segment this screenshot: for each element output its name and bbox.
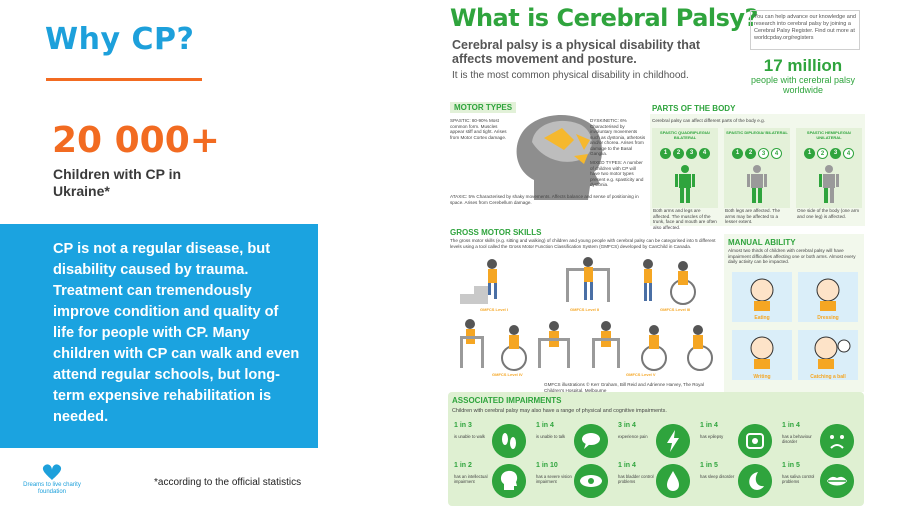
impairment-saliva — [780, 462, 860, 500]
body-figure-hemiplegia — [818, 164, 840, 204]
card-title-hemiplegia: SPASTIC HEMIPLEGIA/ UNILATERAL — [806, 130, 852, 140]
drop-icon — [656, 464, 690, 498]
parts-of-body-heading: PARTS OF THE BODY — [652, 104, 736, 113]
gmfcs-level-4-illustration — [456, 316, 576, 372]
impairment-vision — [534, 462, 614, 500]
impairment-behaviour — [780, 422, 860, 460]
impairment-ratio: 1 in 2 — [454, 462, 472, 469]
limb-dot: 1 — [660, 148, 671, 159]
limb-dots-quadriplegia — [660, 148, 710, 160]
footnote: *according to the official statistics — [154, 477, 302, 488]
card-desc-diplegia: Both legs are affected. The arms may be affected to a lesser extent. — [725, 208, 780, 224]
impairment-ratio: 1 in 5 — [782, 462, 800, 469]
impairment-sleep — [698, 462, 778, 500]
slide-title: Why CP? — [45, 22, 195, 57]
impairment-desc: has a behaviour disorder — [782, 434, 812, 444]
gmfcs-label-4: GMFCS Level IV — [492, 372, 523, 377]
limb-dot: 3 — [758, 148, 769, 159]
activity-label-dressing: Dressing — [817, 315, 839, 321]
footprints-icon — [492, 424, 526, 458]
impairment-ratio: 1 in 5 — [700, 462, 718, 469]
million-caption: people with cerebral palsy worldwide — [750, 75, 856, 95]
infographic-title: What is Cerebral Palsy? — [450, 4, 758, 32]
impairments-heading: ASSOCIATED IMPAIRMENTS — [452, 396, 562, 405]
limb-dot: 2 — [817, 148, 828, 159]
child-face-dressing — [812, 276, 844, 312]
gross-motor-heading: GROSS MOTOR SKILLS — [450, 228, 542, 237]
impairment-desc: has an intellectual impairment — [454, 474, 488, 484]
limb-dot: 2 — [745, 148, 756, 159]
impairment-desc: has saliva control problems — [782, 474, 815, 484]
spastic-text: SPASTIC: 80-90% Most common form. Muscles appear stiff and tight. Arises from Motor Cortex damage. — [450, 118, 507, 140]
impairment-ratio: 1 in 4 — [782, 422, 800, 429]
sad-face-icon — [820, 424, 854, 458]
gmfcs-label-3: GMFCS Level III — [660, 307, 691, 312]
limb-dot: 4 — [699, 148, 710, 159]
impairment-desc: has bladder control problems — [618, 474, 654, 484]
activity-label-writing: Writing — [753, 374, 771, 380]
body-figure-diplegia — [746, 164, 768, 204]
card-desc-hemiplegia: One side of the body (one arm and one leg) is affected. — [797, 208, 860, 219]
impairment-ratio: 1 in 3 — [454, 422, 472, 429]
title-underline — [46, 78, 202, 81]
mixed-types-text: MIXED TYPES: A number of children with CP will have two motor types present e.g. spasticity and dystonia. — [590, 160, 644, 187]
head-icon — [492, 464, 526, 498]
impairment-desc: experience pain — [618, 434, 648, 439]
limb-dot: 2 — [673, 148, 684, 159]
activity-label-catching: Catching a ball — [810, 374, 846, 380]
limb-dot: 3 — [686, 148, 697, 159]
infographic-subtitle-2: It is the most common physical disability in childhood. — [452, 70, 689, 81]
ataxic-text: ATAXIC: 5% Characterised by shaky movements. Affects balance and sense of positioning in space. Arises from Cerebellum damage. — [450, 194, 639, 205]
cp-infographic — [440, 0, 870, 511]
limb-dot: 4 — [843, 148, 854, 159]
moon-icon — [738, 464, 772, 498]
card-title-quadriplegia: SPASTIC QUADRIPLEGIA/ BILATERAL — [660, 130, 710, 140]
impairment-desc: is unable to talk — [536, 434, 566, 439]
stat-caption: Children with CP in Ukraine* — [53, 166, 182, 199]
gmfcs-label-2: GMFCS Level II — [570, 307, 600, 312]
gmfcs-level-3-illustration — [638, 256, 704, 306]
impairment-epilepsy — [698, 422, 778, 460]
big-stat-value: 20 000+ — [52, 120, 220, 161]
activity-label-eating: Eating — [754, 315, 770, 321]
child-face-eating — [746, 276, 778, 312]
impairment-ratio: 1 in 4 — [700, 422, 718, 429]
dyskinetic-text: DYSKINETIC: 6% Characterised by involuntary movements such as dystonia, athetosis and/or chorea. Arises from damage to the Basal Ganglia. — [590, 118, 646, 156]
brain-icon — [738, 424, 772, 458]
speech-bubble-icon — [574, 424, 608, 458]
infographic-subtitle: Cerebral palsy is a physical disability that affects movement and posture. — [452, 38, 701, 66]
limb-dots-diplegia — [732, 148, 782, 160]
eye-icon — [574, 464, 608, 498]
impairment-pain — [616, 422, 696, 460]
impairment-intellectual — [452, 462, 532, 500]
impairment-desc: is unable to walk — [454, 434, 485, 439]
gmfcs-credit: GMFCS illustrations © Kerr Graham, Bill Reid and Adrienne Harvey, The Royal Children's Hospital, Melbourne — [544, 382, 704, 393]
lightning-icon — [656, 424, 690, 458]
impairment-walk — [452, 422, 532, 460]
child-face-catching — [812, 334, 852, 370]
limb-dot: 1 — [804, 148, 815, 159]
gmfcs-level-2-illustration — [558, 254, 618, 304]
limb-dot: 3 — [830, 148, 841, 159]
body-figure-quadriplegia — [674, 164, 696, 204]
limb-dot: 1 — [732, 148, 743, 159]
limb-dots-hemiplegia — [804, 148, 854, 160]
gmfcs-level-1-illustration — [458, 256, 518, 306]
impairment-talk — [534, 422, 614, 460]
child-face-writing — [746, 334, 778, 370]
logo-text: Dreams to live charity foundation — [23, 482, 81, 495]
impairment-desc: has epilepsy — [700, 434, 724, 439]
gmfcs-label-1: GMFCS Level I — [480, 307, 509, 312]
impairment-desc: has sleep disorder — [700, 474, 735, 479]
gmfcs-label-5: GMFCS Level V — [626, 372, 656, 377]
impairment-desc: has a severe vision impairment — [536, 474, 572, 484]
card-title-diplegia: SPASTIC DIPLEGIA/ BILATERAL — [726, 130, 788, 135]
parts-of-body-intro: Cerebral palsy can affect different parts of the body e.g. — [652, 118, 765, 123]
manual-ability-intro: Almost two thirds of children with cerebral palsy will have impairment difficulties affecting one or both arms. Almost every daily activity can be impacted. — [728, 248, 856, 264]
impairment-bladder — [616, 462, 696, 500]
manual-ability-heading: MANUAL ABILITY — [728, 238, 796, 247]
impairments-intro: Children with cerebral palsy may also have a range of physical and cognitive impairments. — [452, 408, 667, 414]
gmfcs-level-5-illustration — [590, 316, 720, 372]
impairment-ratio: 1 in 10 — [536, 462, 558, 469]
impairment-ratio: 3 in 4 — [618, 422, 636, 429]
million-stat: 17 million — [763, 56, 843, 75]
motor-types-heading: MOTOR TYPES — [450, 102, 516, 113]
lips-icon — [820, 464, 854, 498]
limb-dot: 4 — [771, 148, 782, 159]
register-note: You can help advance our knowledge and research into cerebral palsy by joining a Cerebral Palsy Register. Find out more at worldcpday.org/registers — [750, 10, 860, 50]
gross-motor-intro: The gross motor skills (e.g. sitting and walking) of children and young people with cerebral palsy can be categorised into 5 different levels using a tool called the Gross Motor Function Classification System (GMFCS) developed by CanChild in Canada. — [450, 238, 716, 249]
info-paragraph: CP is not a regular disease, but disability caused by trauma. Treatment can tremendously improve condition and quality of life for people with CP. Many children with CP can walk and even attend regular schools, but long-term expensive rehabilitation is needed. — [53, 241, 300, 425]
impairment-ratio: 1 in 4 — [536, 422, 554, 429]
impairment-ratio: 1 in 4 — [618, 462, 636, 469]
card-desc-quadriplegia: Both arms and legs are affected. The muscles of the trunk, face and mouth are often also affected. — [653, 208, 717, 230]
